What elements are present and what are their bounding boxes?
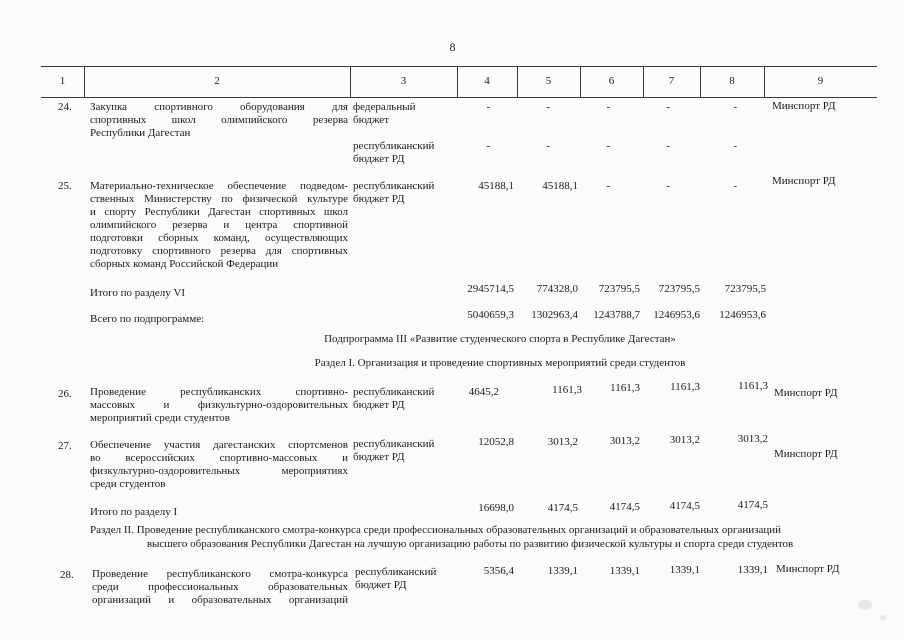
col-header-6: 6 [608, 75, 615, 87]
row-25-val-8: - [733, 180, 737, 192]
total-vi-val-5: 774328,0 [536, 283, 578, 295]
col-header-4: 4 [484, 75, 490, 87]
total-section-i-label: Итого по разделу I [90, 506, 178, 518]
row-28-executor: Минспорт РД [776, 563, 840, 575]
total-vi-val-8: 723795,5 [724, 283, 766, 295]
row-25-val-5: 45188,1 [542, 180, 578, 192]
row-26-val-5: 1161,3 [552, 384, 582, 396]
row-26-val-6: 1161,3 [610, 382, 640, 394]
row-28-source: республиканский бюджет РД [355, 566, 437, 591]
section-ii-heading-line-1: Раздел II. Проведение республиканского смотра-конкурса среди профессиональных образовательных организаций и образовательных организаций [90, 524, 781, 536]
row-27-source: республиканский бюджет РД [353, 438, 435, 463]
total-vi-val-6: 723795,5 [598, 283, 640, 295]
col-header-3: 3 [400, 75, 407, 87]
row-28-val-5: 1339,1 [547, 565, 578, 577]
col-header-9: 9 [817, 75, 824, 87]
total-i-val-5: 4174,5 [547, 502, 578, 514]
row-27-val-4: 12052,8 [478, 436, 514, 448]
col-header-7: 7 [668, 75, 675, 87]
row-24-description: Закупка спортивного оборудования для спортивных школ олимпийского резерва Республики Дагестан [90, 101, 348, 139]
row-28-val-4: 5356,4 [483, 565, 514, 577]
row-24-val-6: - [606, 101, 610, 113]
row-26-val-7: 1161,3 [670, 381, 700, 393]
row-27-val-6: 3013,2 [609, 435, 640, 447]
total-sub-val-4: 5040659,3 [467, 309, 514, 321]
col-header-5: 5 [545, 75, 552, 87]
row-24-source-federal: федеральный бюджет [353, 101, 416, 126]
row-25-val-4: 45188,1 [478, 180, 514, 192]
row-27-description: Обеспечение участия дагестанских спортсменов во всероссийских спортивно-массовых и физкультурно-оздоровительных мероприятиях среди студентов [90, 439, 348, 490]
row-27-val-5: 3013,2 [547, 436, 578, 448]
row-27-executor: Минспорт РД [774, 448, 838, 460]
row-26-val-4: 4645,2 [468, 386, 499, 398]
row-28-val-8: 1339,1 [737, 564, 768, 576]
total-vi-val-7: 723795,5 [658, 283, 700, 295]
col-header-2: 2 [214, 75, 220, 87]
row-24-source-republican: республиканский бюджет РД [353, 140, 435, 165]
header-bottom-rule [41, 97, 877, 98]
row-24-rep-val-8: - [733, 140, 737, 152]
row-26-val-8: 1161,3 [738, 380, 768, 392]
row-26-description: Проведение республиканских спортивно- массовых и физкультурно-оздоровительных мероприятий среди студентов [90, 386, 348, 424]
row-24-val-8: - [733, 101, 737, 113]
row-25-val-6: - [606, 180, 610, 192]
row-27-val-7: 3013,2 [669, 434, 700, 446]
row-27-number: 27. [58, 440, 72, 452]
row-28-description: Проведение республиканского смотра-конкурса среди профессиональных образовательных организаций и образовательных организаций [92, 568, 348, 606]
total-vi-val-4: 2945714,5 [467, 283, 514, 295]
row-24-rep-val-7: - [666, 140, 670, 152]
total-i-val-7: 4174,5 [669, 500, 700, 512]
header-top-rule [41, 66, 877, 67]
row-24-val-7: - [666, 101, 670, 113]
row-24-number: 24. [58, 101, 72, 113]
total-sub-val-6: 1243788,7 [593, 309, 640, 321]
section-i-heading: Раздел I. Организация и проведение спортивных мероприятий среди студентов [314, 357, 686, 369]
page-number: 8 [449, 40, 456, 54]
section-ii-heading-line-2: высшего образования Республики Дагестан на лучшую организацию работы по развитию физической культуры и спорта среди студентов [146, 538, 794, 550]
total-sub-val-8: 1246953,6 [719, 309, 766, 321]
row-25-executor: Минспорт РД [772, 175, 836, 187]
row-24-rep-val-6: - [606, 140, 610, 152]
col-header-8: 8 [729, 75, 735, 87]
scan-speck [880, 615, 886, 620]
row-24-executor: Минспорт РД [772, 100, 836, 112]
row-27-val-8: 3013,2 [737, 433, 768, 445]
subprogram-iii-heading: Подпрограмма III «Развитие студенческого спорта в Республике Дагестан» [324, 333, 676, 345]
row-25-source: республиканский бюджет РД [353, 180, 435, 205]
row-28-number: 28. [60, 569, 74, 581]
row-24-val-5: - [546, 101, 550, 113]
scan-speck [858, 600, 872, 610]
row-25-number: 25. [58, 180, 72, 192]
row-24-val-4: - [486, 101, 490, 113]
row-28-val-6: 1339,1 [609, 565, 640, 577]
total-sub-val-7: 1246953,6 [653, 309, 700, 321]
row-26-number: 26. [58, 388, 72, 400]
total-sub-val-5: 1302963,4 [531, 309, 578, 321]
row-26-source: республиканский бюджет РД [353, 386, 435, 411]
row-28-val-7: 1339,1 [669, 564, 700, 576]
row-24-rep-val-5: - [546, 140, 550, 152]
total-section-vi-label: Итого по разделу VI [90, 287, 186, 299]
row-25-description: Материально-техническое обеспечение подведом- ственных Министерству по физической культуре и спорту Республики Дагестан спортивных школ олимпийского резерва и центра спортивной подготовки сборных команд, осуществляющих подготовку спортивного резерва для спортивных сборных команд Российской Федерации [90, 180, 348, 270]
row-24-rep-val-4: - [486, 140, 490, 152]
total-i-val-6: 4174,5 [609, 501, 640, 513]
col-header-1: 1 [59, 75, 66, 87]
total-i-val-4: 16698,0 [478, 502, 514, 514]
total-i-val-8: 4174,5 [737, 499, 768, 511]
row-25-val-7: - [666, 180, 670, 192]
row-26-executor: Минспорт РД [774, 387, 838, 399]
total-subprogram-label: Всего по подпрограмме: [90, 313, 205, 325]
